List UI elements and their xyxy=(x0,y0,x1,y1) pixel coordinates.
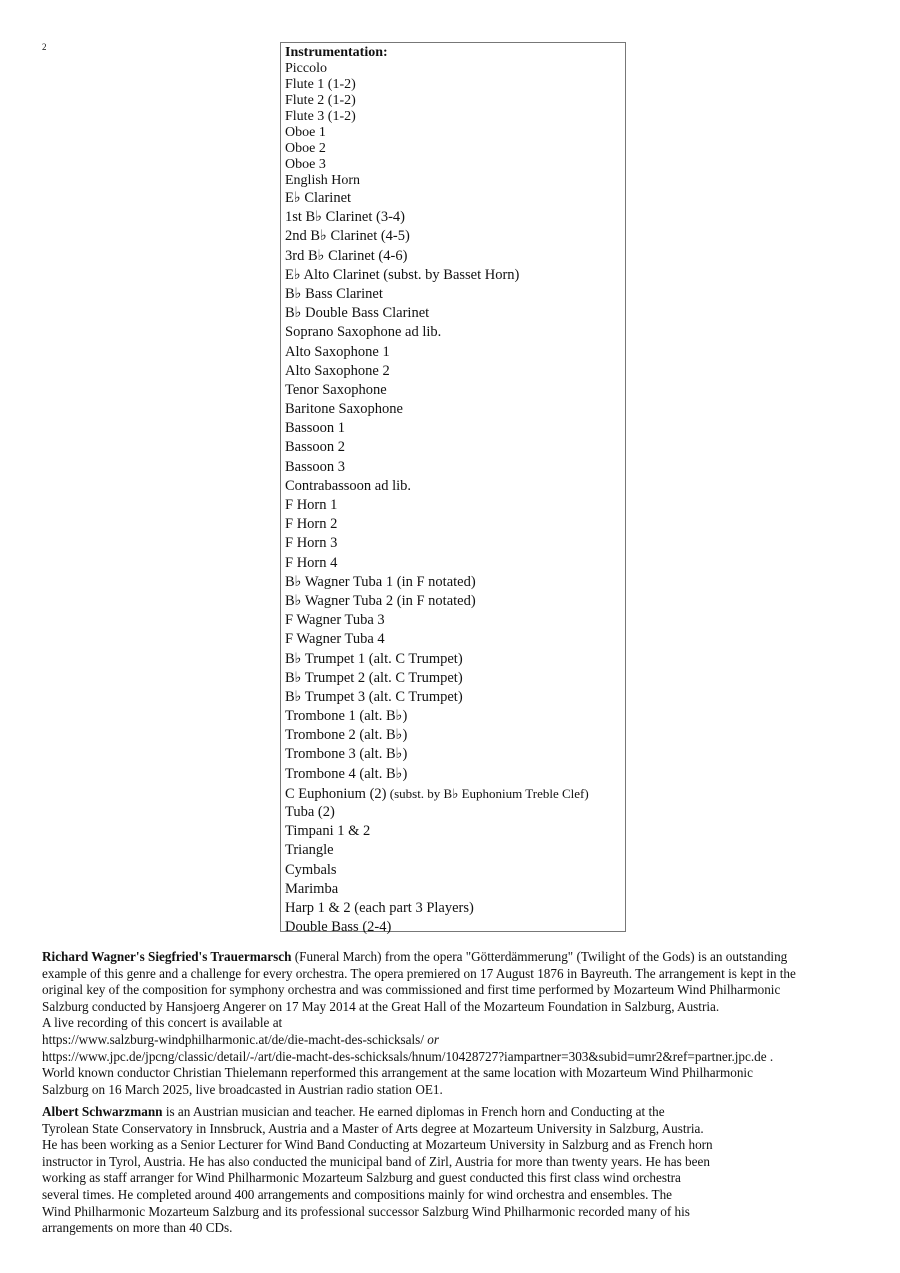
description-paragraph xyxy=(42,949,852,1098)
instrument-item: Bassoon 3 xyxy=(285,458,346,475)
instrument-item: Flute 3 (1-2) xyxy=(285,109,356,124)
description-line: original key of the composition for symphony orchestra and was commissioned and first time performed by Mozarteum Wind Philharmonic xyxy=(42,982,781,998)
instrument-item: Oboe 2 xyxy=(285,141,326,156)
instrument-item: Alto Saxophone 2 xyxy=(285,362,390,379)
instrument-item: B♭ Bass Clarinet xyxy=(285,285,383,302)
instrument-item: E♭ Clarinet xyxy=(285,190,352,206)
description-line: A live recording of this concert is available at xyxy=(42,1015,283,1031)
instrument-item: Contrabassoon ad lib. xyxy=(285,477,412,494)
instrument-item: Oboe 1 xyxy=(285,125,326,140)
instrument-item: B♭ Trumpet 1 (alt. C Trumpet) xyxy=(285,650,463,667)
instrument-item: Piccolo xyxy=(285,61,327,76)
instrument-item: Flute 1 (1-2) xyxy=(285,77,356,92)
description-line: example of this genre and a challenge for every orchestra. The opera premiered on 17 August 1876 in Bayreuth. The arrangement is kept in the xyxy=(42,965,796,981)
bio-line: instructor in Tyrol, Austria. He has also conducted the municipal band of Zirl, Austria for more than twenty years. He has been xyxy=(42,1153,710,1169)
instrument-item: Bassoon 2 xyxy=(285,439,346,456)
recording-link-line xyxy=(42,1032,852,1049)
bio-line: several times. He completed around 400 arrangements and compositions mainly for wind orchestra and ensembles. The xyxy=(42,1186,673,1202)
instrument-item: B♭ Trumpet 3 (alt. C Trumpet) xyxy=(285,688,463,705)
instrument-item: Double Bass (2-4) xyxy=(285,919,392,936)
instrument-item: Baritone Saxophone xyxy=(285,401,403,418)
instrument-item: F Horn 3 xyxy=(285,535,338,552)
instrument-item: English Horn xyxy=(285,173,361,188)
instrumentation-title: Instrumentation: xyxy=(285,45,388,60)
instrument-item: B♭ Wagner Tuba 2 (in F notated) xyxy=(285,592,476,609)
instrument-item: Flute 2 (1-2) xyxy=(285,93,356,108)
instrumentation-list xyxy=(285,61,621,937)
instrument-item: B♭ Double Bass Clarinet xyxy=(285,305,430,322)
work-title: Richard Wagner's Siegfried's Trauermarsch xyxy=(42,949,292,964)
instrument-item: B♭ Trumpet 2 (alt. C Trumpet) xyxy=(285,669,463,686)
instrumentation-box xyxy=(280,42,626,936)
page-number: 2 xyxy=(42,42,47,52)
instrument-item: Harp 1 & 2 (each part 3 Players) xyxy=(285,899,474,916)
bio-line: arrangements on more than 40 CDs. xyxy=(42,1220,233,1236)
instrument-item: Timpani 1 & 2 xyxy=(285,823,371,840)
instrument-item: Soprano Saxophone ad lib. xyxy=(285,324,442,341)
instrument-item: E♭ Alto Clarinet (subst. by Basset Horn) xyxy=(285,266,520,283)
bio-line: He has been working as a Senior Lecturer for Wind Band Conducting at Mozarteum University in Salzburg and as French horn xyxy=(42,1137,713,1153)
instrument-item: F Horn 1 xyxy=(285,497,338,513)
recording-link-1[interactable]: https://www.salzburg-windphilharmonic.at/de/die-macht-des-schicksals/ xyxy=(42,1031,428,1047)
instrument-item: Marimba xyxy=(285,880,339,897)
recording-link-2[interactable]: https://www.jpc.de/jpcng/classic/detail/-/art/die-macht-des-schicksals/hnum/10428727?iampartner=303&subid=umr2&ref=partner.jpc.de . xyxy=(42,1048,774,1064)
instrument-item: Cymbals xyxy=(285,861,337,878)
instrument-item: Bassoon 1 xyxy=(285,420,346,437)
instrument-item: F Wagner Tuba 4 xyxy=(285,631,385,648)
instrument-item: B♭ Wagner Tuba 1 (in F notated) xyxy=(285,573,476,590)
bio-line: Albert Schwarzmann is an Austrian musician and teacher. He earned diplomas in French horn and Conducting at the xyxy=(42,1104,665,1119)
description-line: Richard Wagner's Siegfried's Trauermarsch (Funeral March) from the opera "Götterdämmerung" (Twilight of the Gods) is an outstanding xyxy=(42,949,788,964)
or-text: or xyxy=(427,1031,440,1047)
instrument-item: Oboe 3 xyxy=(285,157,326,172)
instrument-item: F Horn 2 xyxy=(285,516,338,533)
euphonium-main: C Euphonium (2) xyxy=(285,785,387,802)
bio-paragraph xyxy=(42,1104,852,1237)
description-line: Salzburg on 16 March 2025, live broadcasted in Austrian radio station OE1. xyxy=(42,1081,443,1097)
instrument-item: 3rd B♭ Clarinet (4-6) xyxy=(285,247,408,264)
instrument-item: F Horn 4 xyxy=(285,554,338,571)
instrument-item: Trombone 1 (alt. B♭) xyxy=(285,708,408,725)
bio-line: Wind Philharmonic Mozarteum Salzburg and its professional successor Salzburg Wind Philharmonic recorded many of his xyxy=(42,1203,690,1219)
instrument-item: Trombone 4 (alt. B♭) xyxy=(285,765,408,782)
instrument-item: Trombone 2 (alt. B♭) xyxy=(285,727,408,744)
euphonium-subst: (subst. by B♭ Euphonium Treble Clef) xyxy=(386,785,589,801)
instrument-item: Trombone 3 (alt. B♭) xyxy=(285,746,408,763)
arranger-name: Albert Schwarzmann xyxy=(42,1104,163,1119)
instrument-item: F Wagner Tuba 3 xyxy=(285,612,385,629)
instrument-item: 1st B♭ Clarinet (3-4) xyxy=(285,209,406,226)
description-line: World known conductor Christian Thielemann reperformed this arrangement at the same location with Mozarteum Wind Philharmonic xyxy=(42,1065,753,1081)
instrument-item: Tenor Saxophone xyxy=(285,381,387,398)
instrument-item: 2nd B♭ Clarinet (4-5) xyxy=(285,228,410,245)
instrument-item: Alto Saxophone 1 xyxy=(285,343,390,360)
instrument-item: Tuba (2) xyxy=(285,804,335,820)
bio-line: working as staff arranger for Wind Philharmonic Mozarteum Salzburg and guest conducted this first class wind orchestra xyxy=(42,1170,681,1186)
instrument-item: Triangle xyxy=(285,842,334,859)
instrument-item-euphonium xyxy=(285,784,621,803)
bio-line: Tyrolean State Conservatory in Innsbruck, Austria and a Master of Arts degree at Mozarteum University in Salzburg, Austria. xyxy=(42,1120,704,1136)
description-line: Salzburg conducted by Hansjoerg Angerer on 17 May 2014 at the Great Hall of the Mozarteum Foundation in Salzburg, Austria. xyxy=(42,998,720,1014)
